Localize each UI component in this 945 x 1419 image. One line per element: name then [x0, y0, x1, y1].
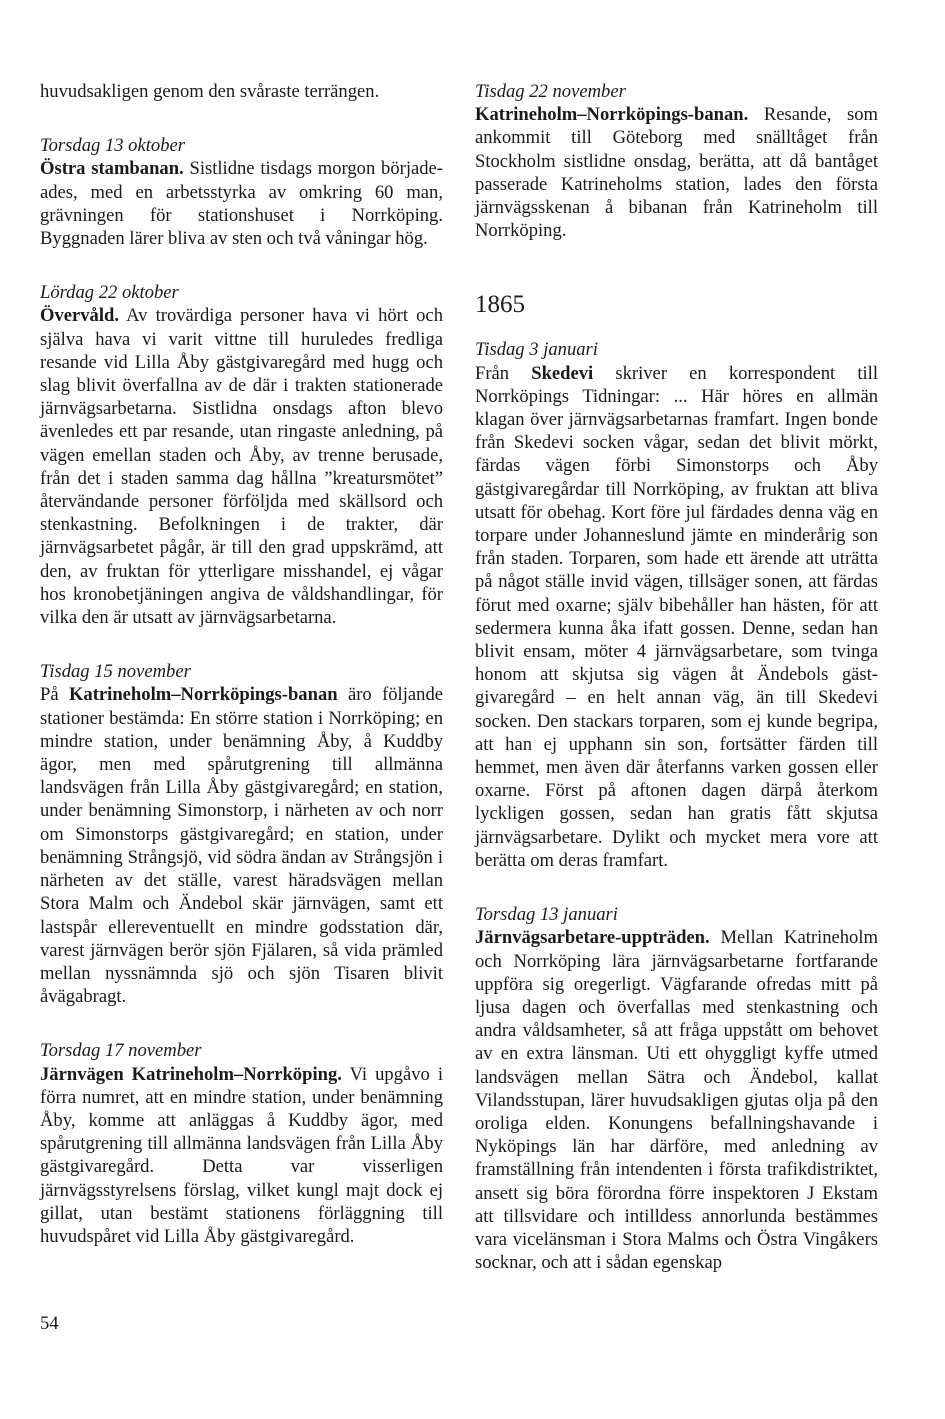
entry-text: Av trovärdiga personer hava vi hört och själva hava vi varit vittne till huruledes fredliga resande vid Lilla Åby gästgivaregård med hugg och slag blivit överfallna av de där i trakten stationerade järnvägsarbetarna. Sistlidna onsdags afton blevo ävenledes ett par resande, utan ringaste anledning, på vägen emellan staden och Åby, av trenne berusade, från det i staden samma dag hållna ”kreatursmötet” återvändande personer förföljda med skällsord och stenkastning. Befolkningen i de trakter, där järnvägsarbetet pågår, är till den grad uppskrämd, att den, av fruktan för ytterligare misshandel, ej vågar hos kronobetjäningen angiva de våldshandlingar, för vilka den är utsatt av järnvägsarbetarna. — [40, 305, 443, 629]
page-number: 54 — [40, 1313, 59, 1334]
entry-headline: Skedevi — [531, 362, 594, 384]
entry-text: skriver en korrespondent till Norrköpings Tidningar: ... Här höres en allmän klagan över järnvägsarbetarnas framfart. Ingen bonde från Skedevi socken vågar, sedan det blivit mörkt, färdas vägen förbi Simonstorps och Åby gästgivaregårdar till Norrköping, av fruktan att bliva utsatt för obehag. Kort före jul färdades denna väg en torpare under Johanneslund jämte en minderårig son från staden. Torparen, som hade ett ärende att uträtta på något ställe invid vägen, tillsäger sonen, att färdas förut med oxarne; själv bibehåller han hästen, för att sedermera kunna åka ifatt gossen. Denne, sedan han blivit ensam, möter 4 järnvägsarbetare, som tvinga honom att skjutsa sig vägen åt Ändebols gästgivaregård – en helt annan väg, än till Skedevi socken. Den stackars torparen, som ej kunde begripa, att han ej upphann sin son, fortsätter färden till hemmet, men även där återfanns varken gossen eller oxarne. Först på aftonen dagen därpå återkom lyckligen gossen, sedan han gratis fått skjutsa järnvägsarbetare. Dylikt och mycket mera vore att berätta om deras framfart. — [475, 362, 879, 871]
entry-headline: Järnvägsarbetare-uppträden. — [475, 927, 710, 949]
entry-headline: Järnvägen Katrineholm–Norrköping. — [40, 1063, 342, 1085]
right-column — [475, 80, 878, 1274]
continuation-text: huvudsakligen genom den svåraste terrängen. — [40, 81, 380, 102]
year-heading: 1865 — [475, 291, 525, 319]
entry-body — [40, 304, 443, 629]
entry-headline: Östra stambanan. — [40, 158, 184, 180]
entry-text: Resande, som ankommit till Göteborg med snälltåget från Stockholm sistlidne onsdag, berätta, att då bantåget passerade Katrineholms station, lades den första järnvägsskenan å bibanan från Katrineholm till Norrköping. — [475, 104, 878, 242]
entry-text: Sistlidne tisdags morgon börjadeades, med en arbetsstyrka av omkring 60 man, grävningen för stationshuset i Norrköping. Byggnaden lärer bliva av sten och två våningar hög. — [40, 158, 443, 250]
entry-date: Lördag 22 oktober — [40, 282, 179, 304]
entry-date: Torsdag 13 oktober — [40, 135, 185, 157]
entry-3 — [40, 660, 443, 1008]
entry-7 — [475, 903, 878, 1274]
entry-pre: På — [40, 684, 69, 706]
entry-text: Mellan Katrineholm och Norrköping lära järnvägsarbetarne fortfarande uppföra sig oregerligt. Vägfarande ofredas mitt på ljusa dagen och överfallas med stenkastning och andra våldsamheter, så att fråga uppstått om behovet av en extra länsman. Uti ett ohyggligt kyffe utmed landsvägen mellan Sätra och Ändebol, kallat Vilandsstupan, lärer huvudsakligen gjutas olja på den oroliga elden. Konungens befallningshavande i Nyköpings län har därföre, med anledning av framställning från intendenten i första trafikdistriktet, ansett sig böra förordna förre inspektoren J Ekstam att tillsvidare och intilldess annorlunda bestämmes vara vicelänsman i Stora Malms och Östra Vingåkers socknar, och att i sådan egenskap — [475, 927, 878, 1274]
entry-headline: Katrineholm–Norrköpings-banan. — [475, 104, 749, 126]
entry-headline: Katrineholm–Norrköpings-banan — [68, 684, 338, 706]
entry-body — [475, 362, 878, 872]
entry-4 — [40, 1039, 443, 1248]
entry-5 — [475, 80, 878, 242]
entry-1 — [40, 134, 443, 250]
entry-text: äro följande stationer bestämda: En större station i Norrköping; en mindre station, under benämning Åby, å Kuddby ägor, men med spårutgrening till allmänna landsvägen från Lilla Åby gästgivaregård; en station, under benämning Simonstorp, i närheten av och norr om Simonstorps gästgivaregård; en station, under benämning Strångsjö, vid södra ändan av Strångsjön i närheten av det ställe, varest häradsvägen mellan Stora Malm och Ändebol skär järnvägen, samt ett lastspår ellereventuellt en mindre godsstation där, varest järnvägen berör sjön Fjälaren, så vida prämled mellan nyssnämnda sjö och sjön Tisaren blivit åvägabragt. — [40, 684, 443, 1008]
entry-6 — [475, 338, 878, 872]
entry-date: Torsdag 13 januari — [475, 904, 618, 926]
entry-date: Tisdag 22 november — [475, 81, 626, 102]
entry-date: Tisdag 3 januari — [475, 339, 598, 361]
entry-headline: Övervåld. — [40, 305, 120, 327]
entry-body — [40, 157, 443, 250]
entry-pre: Från — [475, 362, 532, 384]
entry-text: Vi upgåvo i förra numret, att en mindre station, under benämning Åby, komme att anläggas å Kuddby ägor, med spårutgrening till allmänna landsvägen från Lilla Åby gästgivaregård. Detta var visserligen järnvägsstyrelsens förslag, vilket kungl majt dock ej gillat, utan bestämt stationens förläggning till huvudspåret vid Lilla Åby gästgivaregård. — [40, 1063, 443, 1247]
entry-body — [40, 683, 443, 1008]
left-column — [40, 80, 443, 1248]
entry-date: Tisdag 15 november — [40, 661, 191, 683]
entry-2 — [40, 281, 443, 629]
entry-body — [475, 103, 878, 242]
entry-body — [475, 926, 878, 1274]
entry-date: Torsdag 17 november — [40, 1040, 202, 1062]
entry-body — [40, 1063, 443, 1249]
